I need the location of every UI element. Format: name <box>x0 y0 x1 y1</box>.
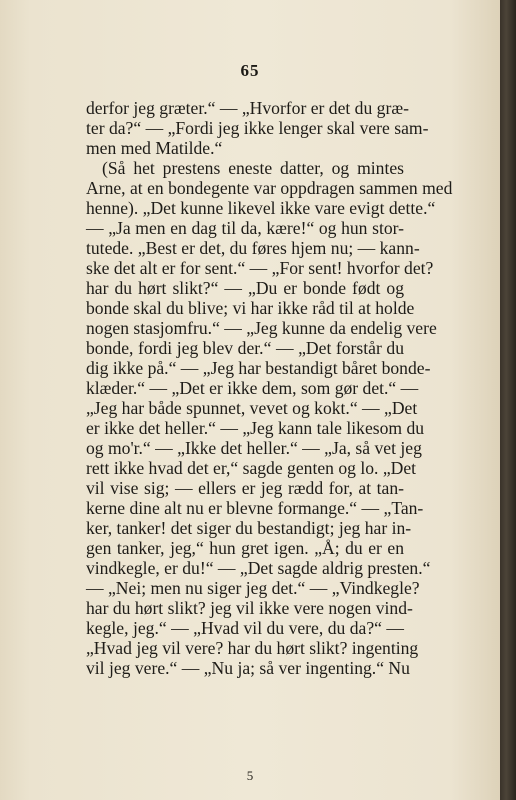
text-line: tutede. „Best er det, du føres hjem nu; — kann- <box>86 238 420 258</box>
body-text <box>86 98 453 678</box>
text-line: vil jeg vere.“ — „Nu ja; så ver ingenting.“ Nu <box>86 658 410 678</box>
text-line: har du hørt slikt? jeg vil ikke vere nogen vind- <box>86 598 413 618</box>
text-line: ker, tanker! det siger du bestandigt; jeg har in- <box>86 518 412 538</box>
text-line: „Hvad jeg vil vere? har du hørt slikt? ingenting <box>86 638 419 658</box>
text-line: klæder.“ — „Det er ikke dem, som gør det.“ — <box>86 378 419 398</box>
text-line: rett ikke hvad det er,“ sagde genten og lo. „Det <box>86 458 417 478</box>
text-line: nogen stasjomfru.“ — „Jeg kunne da endelig vere <box>86 318 437 338</box>
text-line: bonde skal du blive; vi har ikke råd til at holde <box>86 298 415 318</box>
text-line: bonde, fordi jeg blev der.“ — „Det forstår du <box>86 338 404 358</box>
text-line: kerne dine alt nu er blevne formange.“ — „Tan- <box>86 498 424 518</box>
text-line: — „Ja men en dag til da, kære!“ og hun stor- <box>86 218 404 238</box>
text-line: ske det alt er for sent.“ — „For sent! hvorfor det? <box>86 258 434 278</box>
text-line: og mo'r.“ — „Ikke det heller.“ — „Ja, så vet jeg <box>86 438 422 458</box>
text-line: ter da?“ — „Fordi jeg ikke lenger skal vere sam- <box>86 118 429 138</box>
text-line: dig ikke på.“ — „Jeg har bestandigt båret bonde- <box>86 358 431 378</box>
text-line: vil vise sig; — ellers er jeg rædd for, at tan- <box>86 478 404 498</box>
text-line: har du hørt slikt?“ — „Du er bonde født og <box>86 278 404 298</box>
text-line: Arne, at en bondegente var oppdragen sammen med <box>86 178 453 198</box>
text-line: (Så het prestens eneste datter, og mintes <box>102 158 404 178</box>
text-line: kegle, jeg.“ — „Hvad vil du vere, du da?“ — <box>86 618 404 638</box>
text-line: — „Nei; men nu siger jeg det.“ — „Vindkegle? <box>86 578 420 598</box>
text-line: henne). „Det kunne likevel ikke vare evigt dette.“ <box>86 198 436 218</box>
signature-mark: 5 <box>246 768 254 783</box>
text-line: gen tanker, jeg,“ hun gret igen. „Å; du er en <box>86 538 404 558</box>
text-line: derfor jeg græter.“ — „Hvorfor er det du græ- <box>86 98 409 118</box>
text-line: vindkegle, er du!“ — „Det sagde aldrig presten.“ <box>86 558 431 578</box>
text-line: er ikke det heller.“ — „Jeg kann tale likesom du <box>86 418 425 438</box>
page-number: 65 <box>240 61 260 80</box>
text-line: men med Matilde.“ <box>86 138 223 158</box>
text-line: „Jeg har både spunnet, vevet og kokt.“ — „Det <box>86 398 418 418</box>
book-edge <box>500 0 516 800</box>
